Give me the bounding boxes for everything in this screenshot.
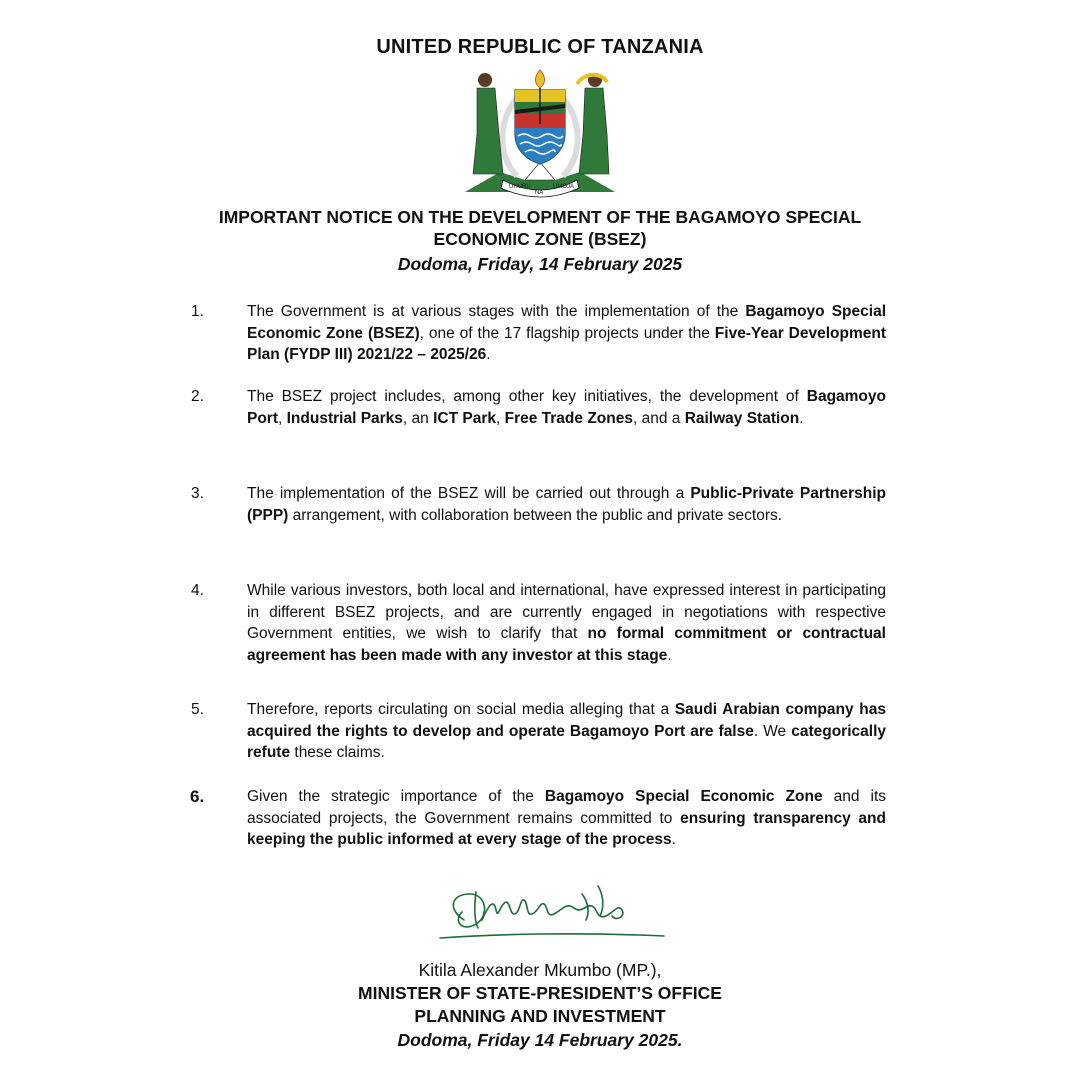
item-number: 4.: [191, 582, 204, 599]
text-run: .: [671, 831, 676, 848]
text-run: ,: [495, 409, 505, 427]
motto-right: UMOJA: [553, 184, 574, 190]
signoff-date: Dodoma, Friday 14 February 2025.: [397, 1030, 683, 1050]
text-run: and its associated projects, the Government remains committed to: [247, 788, 886, 827]
text-run: , and a: [632, 409, 685, 427]
bold-text: Public-Private Partnership (PPP): [247, 485, 887, 524]
text-run: ,: [278, 409, 287, 427]
text-run: . We: [753, 722, 792, 740]
text-run: .: [799, 409, 804, 427]
text-run: , an: [402, 409, 434, 427]
item-text: [247, 483, 886, 526]
text-run: The implementation of the BSEZ will be carried out through a: [247, 485, 691, 502]
text-run: Given the strategic importance of the: [247, 788, 545, 805]
text-run: Therefore, reports circulating on social media alleging that a: [247, 701, 675, 718]
bold-text: ensuring transparency and keeping the public informed at every stage of the process: [247, 809, 886, 848]
text-run: While various investors, both local and international, have expressed interest in participating in different BSEZ projects, and are currently engaged in negotiations with respective Government entities, we wish to clarify that: [247, 582, 886, 642]
bold-text: Five-Year Development Plan (FYDP III) 2021/22 – 2025/26: [247, 324, 886, 363]
bold-text: Bagamoyo Special Economic Zone: [544, 788, 823, 805]
text-run: these claims.: [290, 744, 385, 761]
motto-mid: NA: [535, 190, 544, 196]
text-run: The Government is at various stages with the implementation of the: [247, 303, 746, 320]
item-number: 5.: [191, 701, 204, 718]
bold-text: Bagamoyo Port: [247, 388, 886, 427]
bold-text: Industrial Parks: [286, 409, 403, 427]
bold-text: no formal commitment or contractual agreement has been made with any investor at this stage: [247, 625, 886, 664]
item-text: [247, 386, 886, 429]
motto-left: UHURU: [509, 184, 531, 190]
item-number: 3.: [191, 485, 204, 502]
item-text: [247, 301, 886, 366]
bold-text: Railway Station: [684, 409, 800, 427]
text-run: , one of the 17 flagship projects under the: [419, 324, 715, 342]
bold-text: Bagamoyo Special Economic Zone (BSEZ): [247, 303, 886, 342]
text-run: .: [667, 646, 672, 664]
item-text: [247, 699, 886, 764]
bold-text: Free Trade Zones: [504, 409, 633, 427]
notice-title: IMPORTANT NOTICE ON THE DEVELOPMENT OF THE BAGAMOYO SPECIAL ECONOMIC ZONE (BSEZ): [218, 207, 862, 249]
signatory-title-line1: MINISTER OF STATE-PRESIDENT’S OFFICE: [358, 983, 722, 1003]
country-heading: UNITED REPUBLIC OF TANZANIA: [376, 36, 704, 58]
bold-text: Saudi Arabian company has acquired the rights to develop and operate Bagamoyo Port are false: [247, 701, 886, 740]
notice-dateline: Dodoma, Friday, 14 February 2025: [397, 254, 683, 274]
item-number: 2.: [191, 388, 204, 405]
item-text: [247, 786, 886, 851]
bold-text: ICT Park: [433, 409, 496, 427]
item-text: [247, 580, 886, 666]
signatory-name: Kitila Alexander Mkumbo (MP.),: [418, 960, 662, 980]
text-run: The BSEZ project includes, among other key initiatives, the development of: [247, 388, 807, 405]
bold-text: categorically refute: [247, 722, 886, 761]
item-number: 1.: [191, 303, 204, 320]
text-run: .: [486, 346, 491, 363]
text-run: arrangement, with collaboration between the public and private sectors.: [288, 506, 783, 524]
coat-of-arms-emblem: [455, 64, 625, 204]
handwritten-signature: [436, 880, 668, 950]
signatory-title-line2: PLANNING AND INVESTMENT: [414, 1006, 666, 1026]
item-number: 6.: [190, 787, 205, 806]
